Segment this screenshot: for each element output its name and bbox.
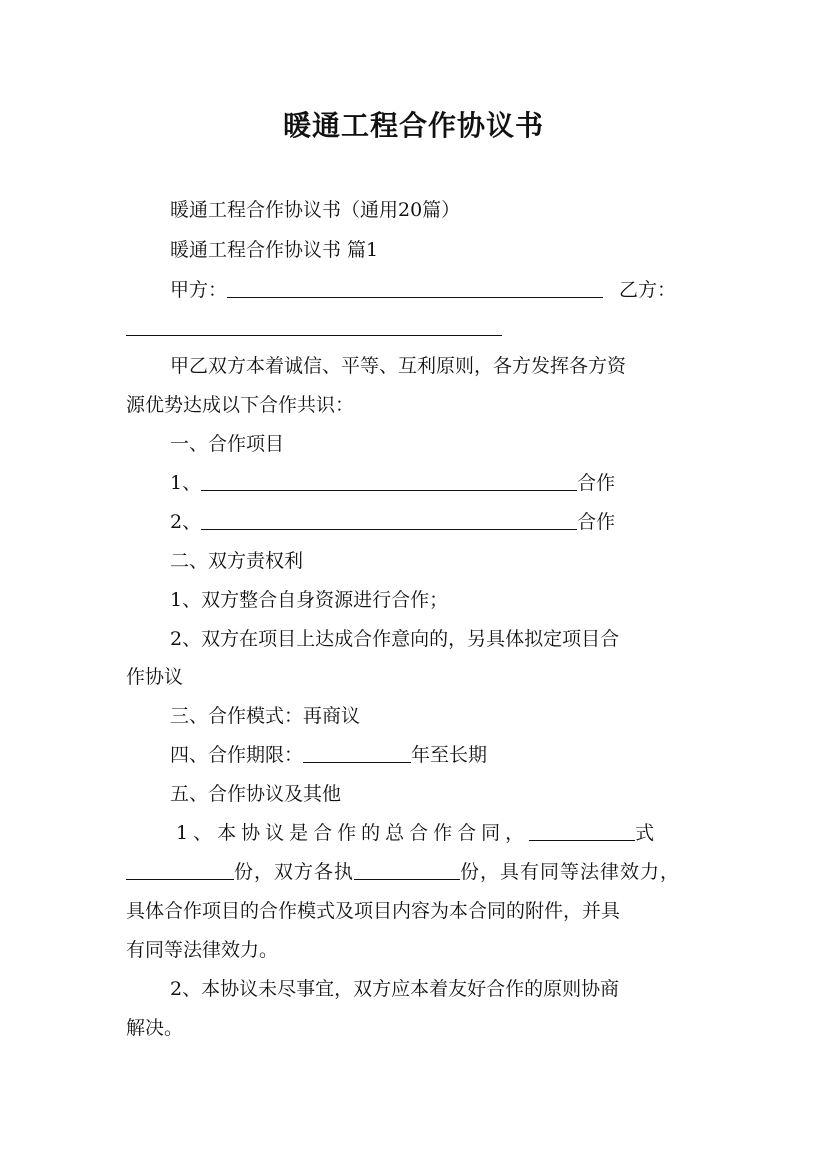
clause-1-copies-text: 份，双方各执 — [234, 861, 355, 883]
item-2-number: 2、 — [170, 511, 202, 533]
copies-blank — [529, 822, 635, 841]
clause-1-line-1 — [176, 821, 700, 845]
rights-1: 1、双方整合自身资源进行合作； — [170, 589, 449, 611]
heading-2: 二、双方责权利 — [170, 550, 304, 572]
heading-3: 三、合作模式：再商议 — [170, 705, 361, 727]
item-2-blank — [201, 511, 577, 530]
heading-4 — [170, 743, 710, 767]
clause-1-effect-text: 份，具有同等法律效力， — [460, 861, 681, 883]
heading-1: 一、合作项目 — [170, 433, 285, 455]
rights-2-line-2: 作协议 — [126, 666, 184, 688]
term-label: 四、合作期限： — [170, 744, 304, 766]
item-2 — [170, 510, 710, 534]
party-line — [170, 278, 710, 302]
subtitle: 暖通工程合作协议书（通用20篇） — [170, 199, 461, 221]
party-b-blank — [126, 317, 502, 336]
party-b-label: 乙方： — [619, 279, 677, 301]
clause-2-line-2: 解决。 — [126, 1017, 184, 1039]
each-copies-blank — [354, 861, 460, 880]
section-heading: 暖通工程合作协议书 篇1 — [170, 239, 379, 261]
item-1-blank — [201, 472, 577, 491]
party-a-label: 甲方： — [170, 279, 228, 301]
term-blank — [303, 744, 411, 763]
item-1-number: 1、 — [170, 472, 202, 494]
heading-5: 五、合作协议及其他 — [170, 783, 342, 805]
clause-2-line-1: 2、本协议未尽事宜，双方应本着友好合作的原则协商 — [170, 978, 620, 1000]
item-1 — [170, 471, 710, 495]
clause-1-text: 1、本协议是合作的总合作合同， — [176, 822, 530, 844]
intro-line-2: 源优势达成以下合作共识： — [126, 394, 355, 416]
party-a-blank — [227, 279, 603, 298]
clause-1-suffix: 式 — [635, 822, 660, 844]
document-title: 暖通工程合作协议书 — [282, 109, 544, 142]
item-1-suffix: 合作 — [577, 472, 616, 494]
clause-1-line-4: 有同等法律效力。 — [126, 939, 279, 961]
item-2-suffix: 合作 — [577, 511, 616, 533]
clause-1-line-3: 具体合作项目的合作模式及项目内容为本合同的附件，并具 — [126, 900, 621, 922]
term-suffix: 年至长期 — [411, 744, 488, 766]
total-copies-blank — [126, 861, 234, 880]
rights-2-line-1: 2、双方在项目上达成合作意向的，另具体拟定项目合 — [170, 628, 620, 650]
clause-1-line-2 — [126, 860, 706, 884]
party-b-blank-line — [126, 316, 706, 340]
intro-line-1: 甲乙双方本着诚信、平等、互利原则，各方发挥各方资 — [170, 355, 627, 377]
